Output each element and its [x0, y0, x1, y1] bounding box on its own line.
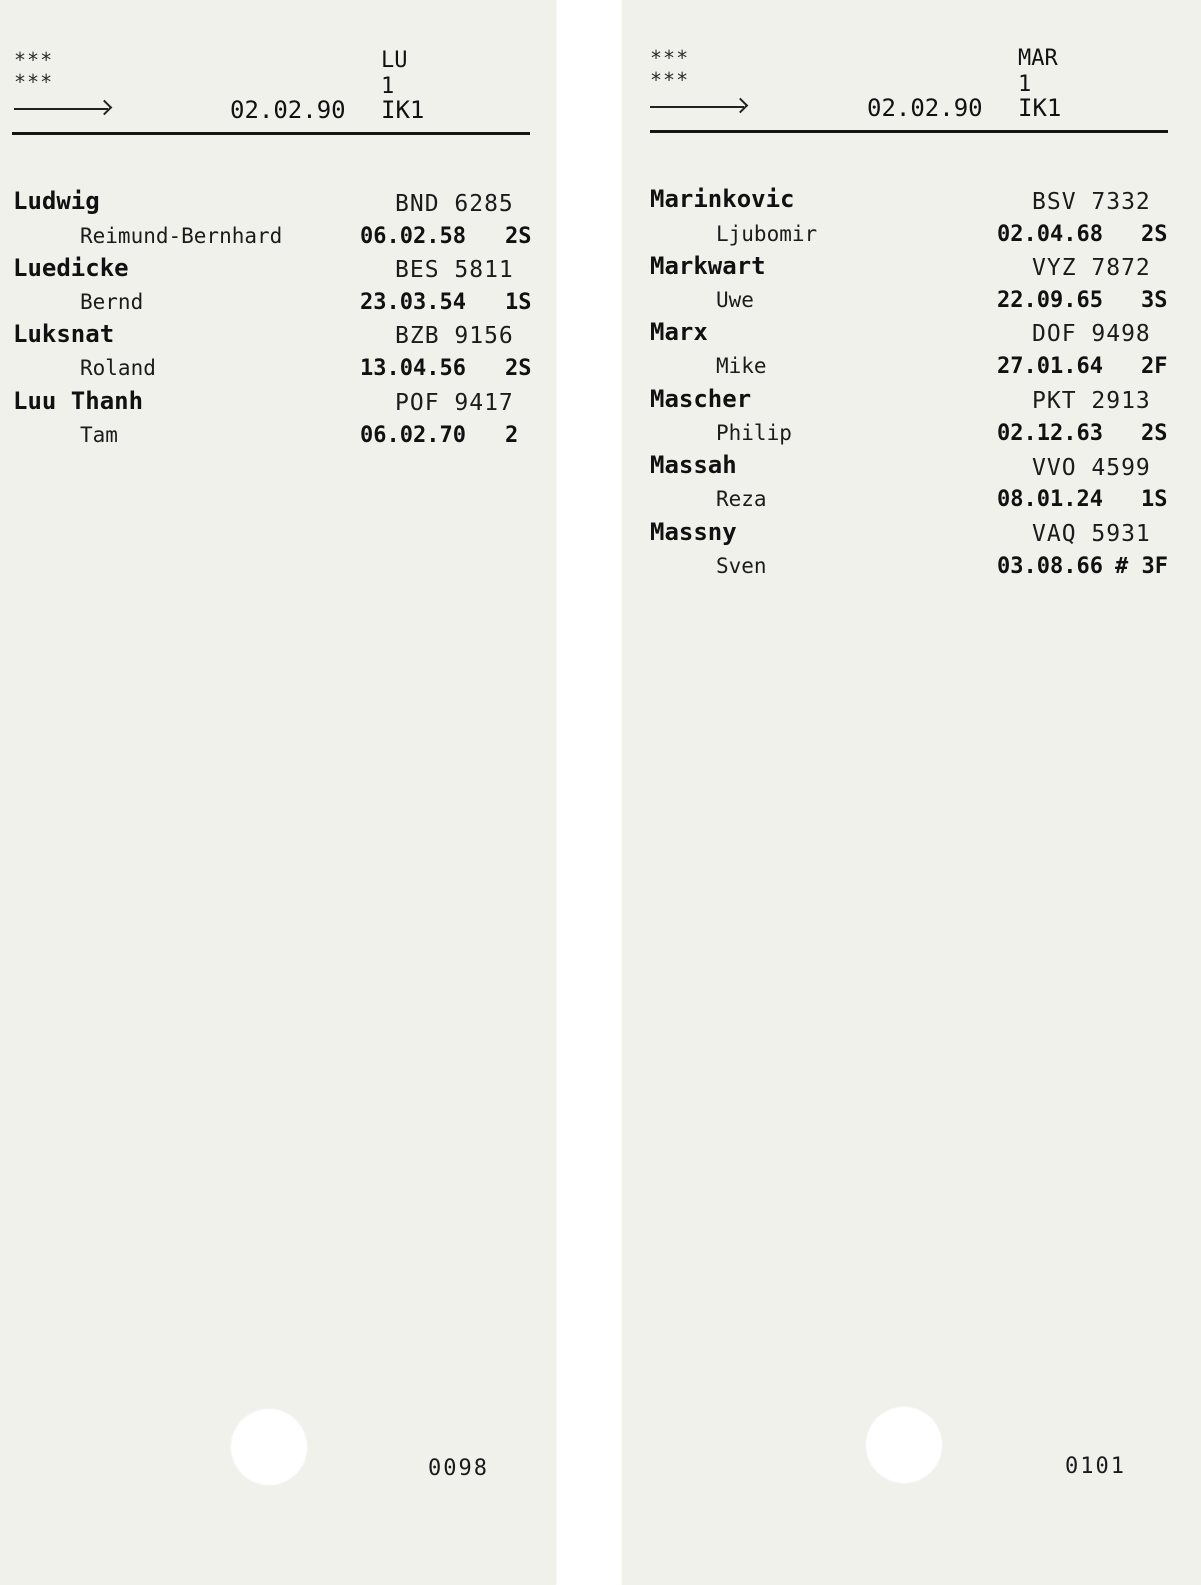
entry-first-name: Roland [80, 356, 156, 380]
index-card-mar [622, 0, 1201, 1585]
index-card-lu [0, 0, 556, 1585]
entry-category: # 3F [1115, 554, 1168, 579]
entry-birth-date: 06.02.58 [360, 224, 466, 249]
entry-category: 3S [1141, 288, 1168, 313]
header-group-code: MAR [1018, 46, 1058, 71]
header-unit: IK1 [381, 96, 425, 124]
entry-first-name: Reimund-Bernhard [80, 224, 283, 248]
header-group-code: LU [381, 48, 408, 73]
entry-last-name: Marx [650, 318, 708, 346]
entry-birth-date: 23.03.54 [360, 290, 466, 315]
entry-birth-date: 03.08.66 [997, 554, 1103, 579]
entry-last-name: Luksnat [13, 320, 115, 348]
header-date: 02.02.90 [230, 96, 346, 124]
entry-first-name: Uwe [716, 288, 754, 312]
entry-code: BND 6285 [395, 191, 514, 217]
entry-code: BES 5811 [395, 257, 514, 283]
entry-category: 2 [505, 423, 519, 448]
entry-first-name: Sven [716, 554, 767, 578]
entry-code: VYZ 7872 [1032, 255, 1151, 281]
header-stars-line-2: *** [14, 70, 54, 94]
header-sheet-number: 1 [381, 74, 395, 99]
entry-first-name: Bernd [80, 290, 144, 314]
entry-last-name: Ludwig [13, 187, 100, 215]
entry-category: 2S [1141, 421, 1168, 446]
entry-last-name: Marinkovic [650, 185, 795, 213]
entry-first-name: Ljubomir [716, 222, 818, 246]
entry-birth-date: 22.09.65 [997, 288, 1103, 313]
entry-category: 1S [505, 290, 532, 315]
header-stars-line-1: *** [650, 46, 690, 70]
entry-birth-date: 02.04.68 [997, 222, 1103, 247]
entry-category: 1S [1141, 487, 1168, 512]
entry-first-name: Reza [716, 487, 767, 511]
entry-category: 2F [1141, 354, 1168, 379]
entry-first-name: Mike [716, 354, 767, 378]
card-serial-number: 0101 [1065, 1454, 1126, 1479]
entry-last-name: Luu Thanh [13, 387, 144, 415]
entry-category: 2S [505, 356, 532, 381]
entry-last-name: Mascher [650, 385, 752, 413]
entry-birth-date: 06.02.70 [360, 423, 466, 448]
arrow-right-icon [650, 106, 744, 108]
entry-last-name: Markwart [650, 252, 766, 280]
entry-code: VVO 4599 [1032, 455, 1151, 481]
entry-first-name: Philip [716, 421, 792, 445]
header-stars-line-2: *** [650, 68, 690, 92]
entry-last-name: Massny [650, 518, 737, 546]
header-unit: IK1 [1018, 94, 1062, 122]
entry-code: VAQ 5931 [1032, 521, 1151, 547]
entry-last-name: Luedicke [13, 254, 129, 282]
entry-birth-date: 27.01.64 [997, 354, 1103, 379]
entry-first-name: Tam [80, 423, 118, 447]
entry-code: BSV 7332 [1032, 189, 1151, 215]
entry-category: 2S [1141, 222, 1168, 247]
entry-category: 2S [505, 224, 532, 249]
punch-hole [865, 1406, 943, 1484]
entry-birth-date: 08.01.24 [997, 487, 1103, 512]
entry-birth-date: 13.04.56 [360, 356, 466, 381]
header-stars-line-1: *** [14, 48, 54, 72]
entry-code: DOF 9498 [1032, 321, 1151, 347]
entry-birth-date: 02.12.63 [997, 421, 1103, 446]
entry-code: BZB 9156 [395, 323, 514, 349]
header-date: 02.02.90 [867, 94, 983, 122]
entry-last-name: Massah [650, 451, 737, 479]
arrow-right-icon [14, 108, 108, 110]
header-sheet-number: 1 [1018, 72, 1032, 97]
punch-hole [230, 1408, 308, 1486]
card-serial-number: 0098 [428, 1456, 489, 1481]
header-divider [650, 130, 1168, 133]
entry-code: PKT 2913 [1032, 388, 1151, 414]
entry-code: POF 9417 [395, 390, 514, 416]
header-divider [12, 132, 530, 135]
